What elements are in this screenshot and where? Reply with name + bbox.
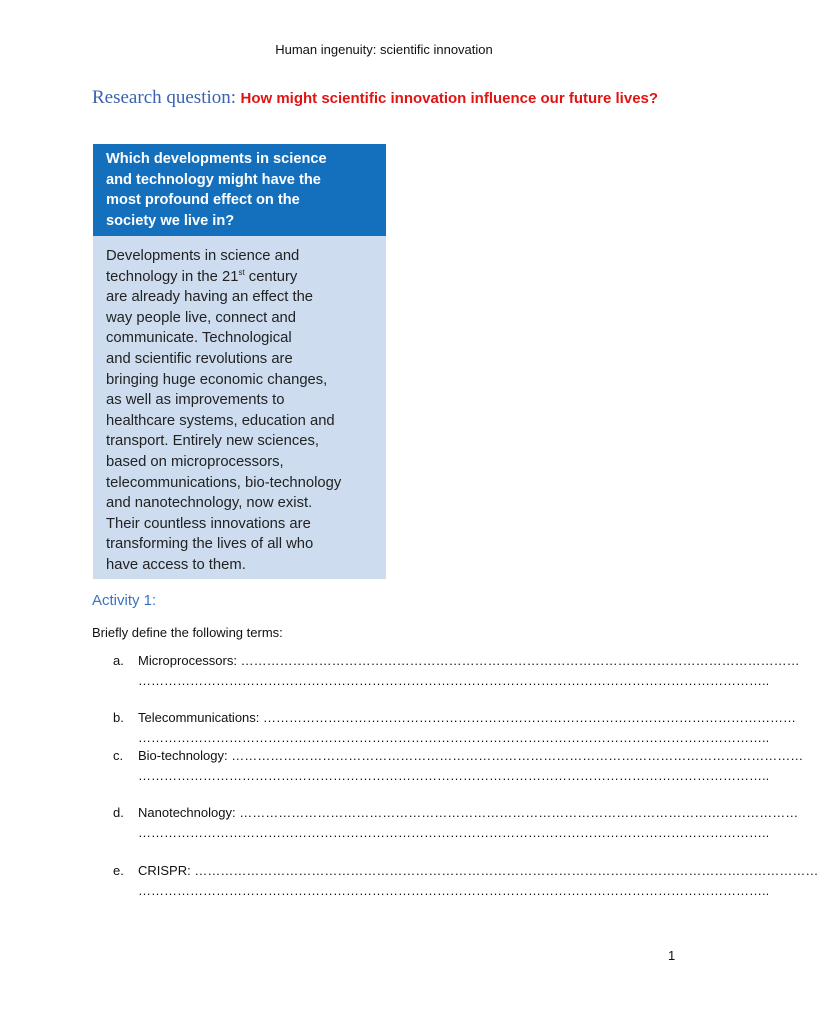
research-question-text: How might scientific innovation influence our future lives? bbox=[240, 90, 659, 107]
term-line bbox=[138, 803, 799, 823]
term-label: Nanotechnology: bbox=[138, 805, 240, 820]
heading-line: society we live in? bbox=[106, 212, 235, 229]
page-number: 1 bbox=[668, 948, 676, 963]
term-letter: b. bbox=[113, 710, 124, 725]
body-line: communicate. Technological bbox=[106, 330, 292, 347]
heading-line: and technology might have the bbox=[106, 171, 321, 188]
term-letter: a. bbox=[113, 653, 124, 668]
info-box bbox=[93, 144, 386, 579]
term-line bbox=[138, 651, 800, 671]
body-line: way people live, connect and bbox=[106, 309, 297, 326]
info-box-heading bbox=[93, 144, 386, 236]
answer-line[interactable]: ……………………………………………………………………………………………………………………………….. bbox=[138, 730, 770, 745]
body-line: transport. Entirely new sciences, bbox=[106, 433, 320, 450]
term-letter: d. bbox=[113, 805, 124, 820]
answer-dots[interactable]: ………………………………………………………………………………………………………………… bbox=[240, 653, 800, 668]
term-letter: e. bbox=[113, 863, 124, 878]
heading-line: Which developments in science bbox=[106, 151, 327, 167]
term-label: Microprocessors: bbox=[138, 653, 241, 668]
body-line: are already having an effect the bbox=[106, 289, 314, 306]
heading-line: most profound effect on the bbox=[106, 192, 300, 209]
body-line: Developments in science and bbox=[106, 248, 300, 264]
body-line bbox=[106, 267, 380, 288]
body-line-text: technology in the 21 bbox=[106, 268, 239, 285]
research-question bbox=[92, 86, 672, 110]
body-line: and scientific revolutions are bbox=[106, 350, 293, 367]
answer-line[interactable]: ……………………………………………………………………………………………………………………………….. bbox=[138, 825, 770, 840]
research-question-label: Research question: bbox=[92, 87, 237, 108]
body-line: telecommunications, bio-technology bbox=[106, 474, 342, 491]
term-line bbox=[138, 861, 818, 881]
body-line: Their countless innovations are bbox=[106, 515, 311, 532]
answer-line[interactable]: ……………………………………………………………………………………………………………………………….. bbox=[138, 883, 770, 898]
answer-line[interactable]: ……………………………………………………………………………………………………………………………….. bbox=[138, 768, 770, 783]
body-line: based on microprocessors, bbox=[106, 453, 284, 470]
term-line bbox=[138, 746, 804, 766]
body-line: as well as improvements to bbox=[106, 392, 285, 409]
body-line: and nanotechnology, now exist. bbox=[106, 495, 313, 512]
superscript: st bbox=[238, 267, 245, 277]
activity-title: Activity 1: bbox=[92, 592, 157, 609]
answer-dots[interactable]: …………………………………………………………………………………………………………………… bbox=[231, 748, 804, 763]
body-line: have access to them. bbox=[106, 556, 246, 573]
term-label: CRISPR: bbox=[138, 863, 195, 878]
term-label: Telecommunications: bbox=[138, 710, 263, 725]
answer-dots[interactable]: ……………………………………………………………………………………………………………………………… bbox=[194, 863, 818, 878]
page-header: Human ingenuity: scientific innovation bbox=[275, 42, 493, 57]
activity-instruction: Briefly define the following terms: bbox=[92, 625, 283, 640]
body-line: healthcare systems, education and bbox=[106, 412, 335, 429]
body-line: transforming the lives of all who bbox=[106, 536, 314, 553]
info-box-body bbox=[93, 236, 386, 576]
answer-dots[interactable]: …………………………………………………………………………………………………………… bbox=[263, 710, 796, 725]
body-line: bringing huge economic changes, bbox=[106, 371, 328, 388]
answer-line[interactable]: ……………………………………………………………………………………………………………………………….. bbox=[138, 673, 770, 688]
answer-dots[interactable]: ………………………………………………………………………………………………………………… bbox=[239, 805, 799, 820]
term-label: Bio-technology: bbox=[138, 748, 232, 763]
term-letter: c. bbox=[113, 748, 124, 763]
term-line bbox=[138, 708, 796, 728]
century-text: century bbox=[244, 268, 298, 285]
